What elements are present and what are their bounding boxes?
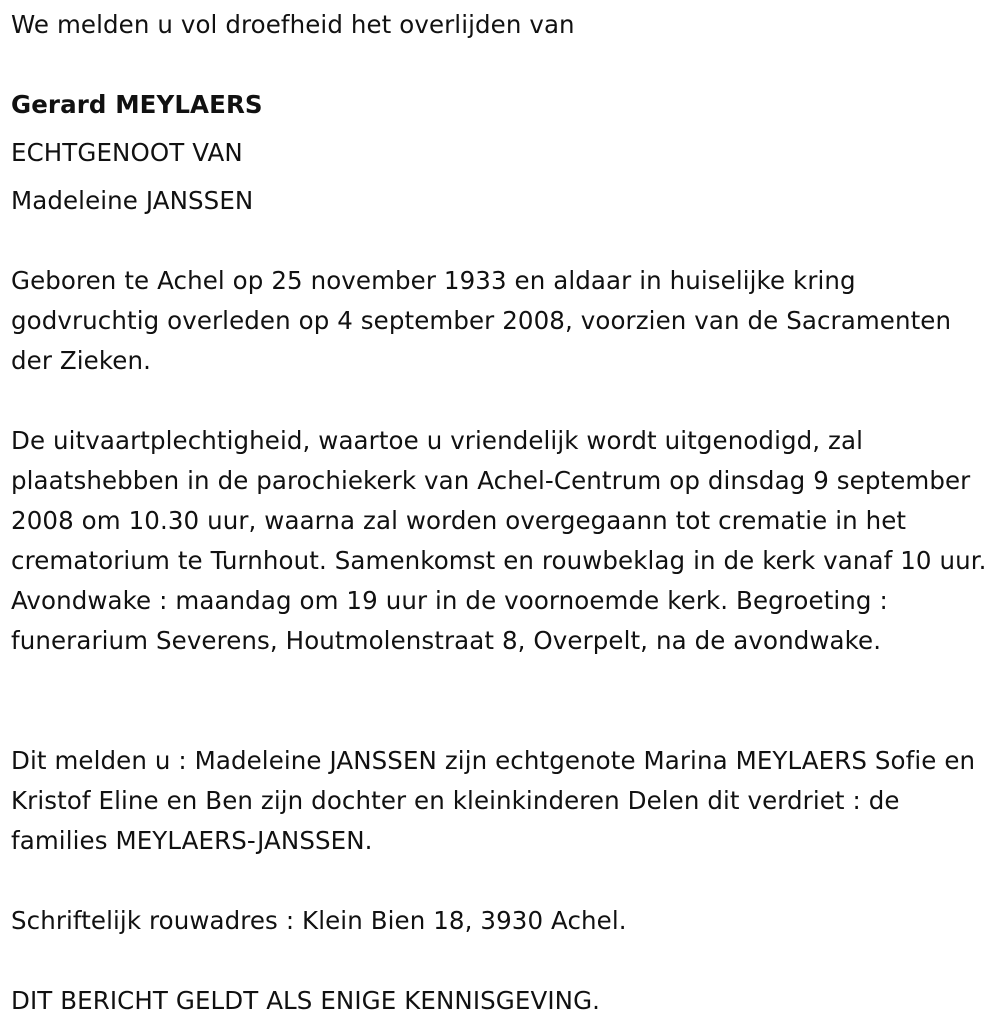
- intro-text: We melden u vol droefheid het overlijden van: [11, 10, 575, 39]
- mourning-address: Schriftelijk rouwadres : Klein Bien 18, 3930 Achel.: [11, 906, 627, 935]
- closing-statement: DIT BERICHT GELDT ALS ENIGE KENNISGEVING.: [11, 986, 601, 1015]
- relation-label: ECHTGENOOT VAN: [11, 138, 243, 167]
- announced-by-paragraph: Dit melden u : Madeleine JANSSEN zijn echtgenote Marina MEYLAERS Sofie en Kristof Eline en Ben zijn dochter en kleinkinderen Delen dit verdriet : de families MEYLAERS-JANSSEN.: [11, 746, 976, 855]
- birth-death-paragraph: Geboren te Achel op 25 november 1933 en aldaar in huiselijke kring godvruchtig overleden op 4 september 2008, voorzien van de Sacramenten der Zieken.: [11, 266, 952, 375]
- funeral-paragraph: De uitvaartplechtigheid, waartoe u vriendelijk wordt uitgenodigd, zal plaatshebben in de parochiekerk van Achel-Centrum op dinsdag 9 september 2008 om 10.30 uur, waarna zal worden overgegaann tot crematie in het crematorium te Turnhout. Samenkomst en rouwbeklag in de kerk vanaf 10 uur. Avondwake : maandag om 19 uur in de voornoemde kerk. Begroeting : funerarium Severens, Houtmolenstraat 8, Overpelt, na de avondwake.: [11, 426, 987, 655]
- spouse-name: Madeleine JANSSEN: [11, 186, 254, 215]
- deceased-name: Gerard MEYLAERS: [11, 90, 263, 119]
